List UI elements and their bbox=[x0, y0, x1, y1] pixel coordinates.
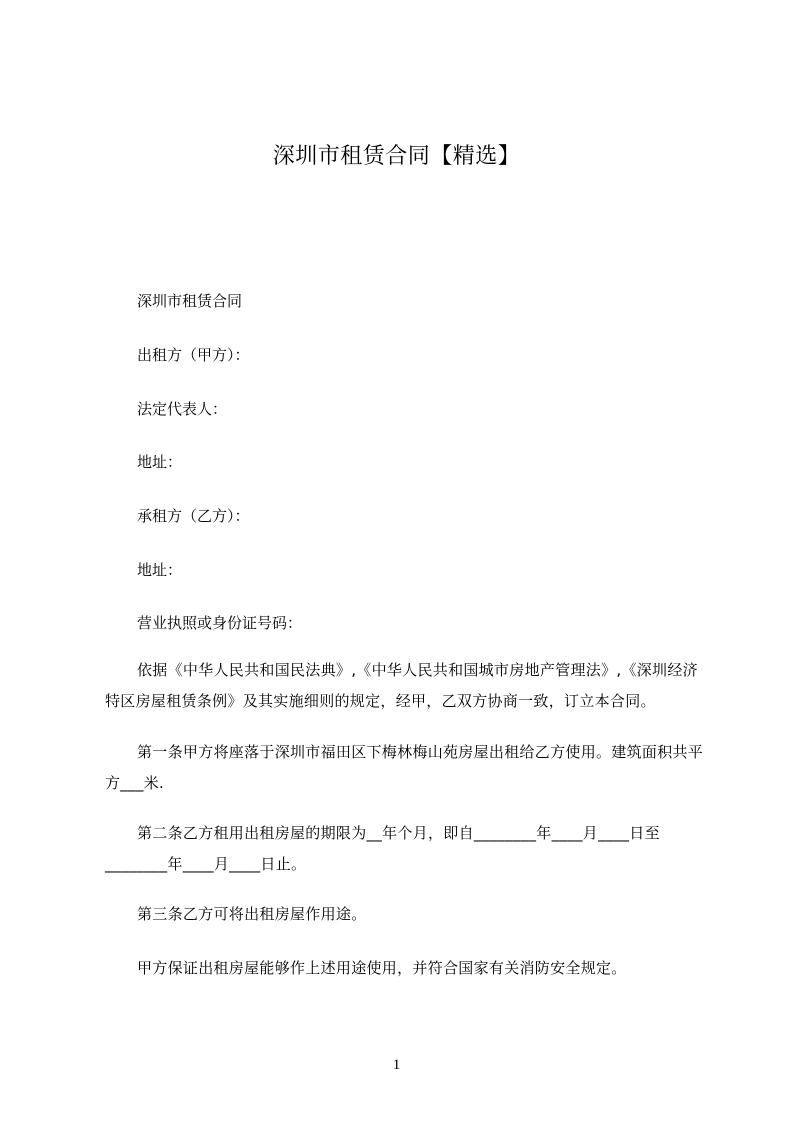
lessor-line: 出租方（甲方）： bbox=[137, 346, 250, 364]
license-id-line: 营业执照或身份证号码： bbox=[137, 614, 303, 632]
legal-basis-paragraph: 依据《中华人民共和国民法典》,《中华人民共和国城市房地产管理法》,《深圳经济特区房屋租赁条例》及其实施细则的规定，经甲，乙双方协商一致，订立本合同。 bbox=[105, 661, 698, 710]
document-title: 深圳市租赁合同【精选】 bbox=[272, 144, 521, 169]
article-one-paragraph: 第一条甲方将座落于深圳市福田区下梅林梅山苑房屋出租给乙方使用。建筑面积共平方___米. bbox=[105, 743, 704, 792]
article-two-paragraph: 第二条乙方租用出租房屋的期限为__年个月，即自________年____月____日至________年____月____日止。 bbox=[105, 824, 660, 873]
lessor-address-line: 地址： bbox=[137, 453, 183, 471]
contract-name-line: 深圳市租赁合同 bbox=[137, 292, 243, 310]
legal-representative-line: 法定代表人： bbox=[137, 400, 228, 418]
article-three-paragraph: 第三条乙方可将出租房屋作用途。 bbox=[137, 905, 367, 923]
safety-guarantee-paragraph: 甲方保证出租房屋能够作上述用途使用，并符合国家有关消防安全规定。 bbox=[137, 959, 627, 977]
lessee-line: 承租方（乙方）： bbox=[137, 507, 250, 525]
lessee-address-line: 地址： bbox=[137, 561, 183, 579]
page-number: 1 bbox=[392, 1057, 401, 1073]
